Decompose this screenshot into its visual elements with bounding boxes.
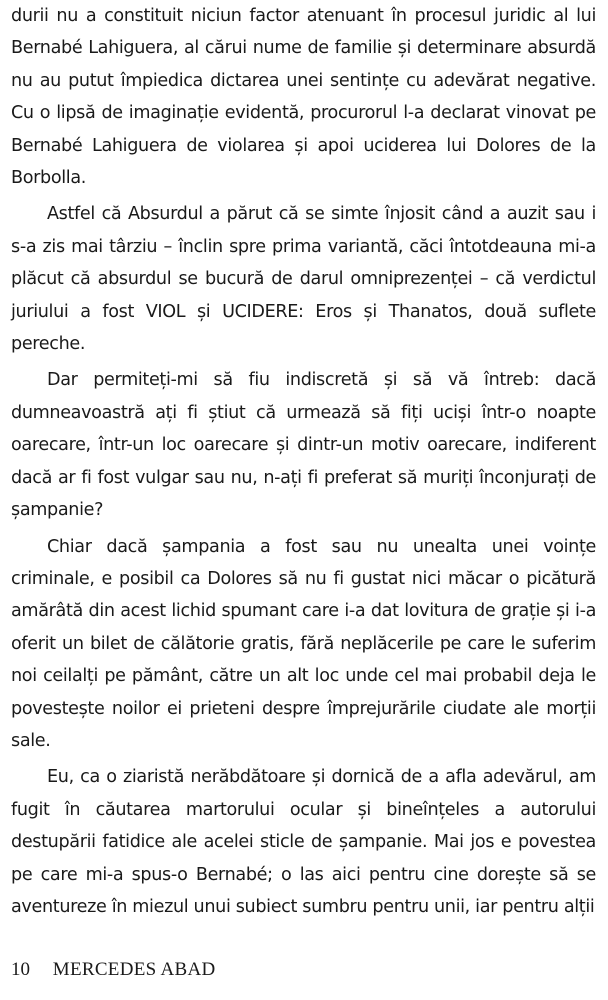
paragraph-3: Dar permiteți-mi să fiu indiscretă și să vă întreb: dacă dumneavoastră ați fi știut că urmează să fiți uciși într-o noapte oarecare, într-un loc oarecare și dintr-un motiv oarecare, indiferent dacă ar fi fost vulgar sau nu, n-ați fi preferat să muriți înconjurați de șampanie?	[11, 370, 596, 521]
running-head-author: MERCEDES ABAD	[52, 959, 216, 980]
page-number: 10	[11, 959, 30, 980]
page-footer	[11, 958, 216, 982]
paragraph-4: Chiar dacă șampania a fost sau nu unealta unei voințe criminale, e posibil ca Dolores să nu fi gustat nici măcar o picătură amărâtă din acest lichid spumant care i-a dat lovitura de grație și i-a oferit un bilet de călătorie gratis, fără neplăcerile pe care le suferim noi ceilalți pe pământ, către un alt loc unde cel mai probabil deja le povestește noilor ei prieteni despre împrejurările ciudate ale morții sale.	[11, 536, 596, 751]
paragraph-5: Eu, ca o ziaristă nerăbdătoare și dornică de a afla adevărul, am fugit în căutarea martorului ocular și bineînțeles a autorului destupării fatidice ale acelei sticle de șampanie. Mai jos e povestea pe care mi-a spus-o Bernabé; o las aici pentru cine dorește să se aventureze în miezul unui subiect sumbru pentru unii, iar pentru alții	[11, 767, 596, 917]
paragraph-1: durii nu a constituit niciun factor atenuant în procesul juridic al lui Bernabé Lahiguera, al cărui nume de familie și determinare absurdă nu au putut împiedica dictarea unei sentințe cu adevărat negative. Cu o lipsă de imaginație evidentă, procurorul l-a declarat vinovat pe Bernabé Lahiguera de violarea și apoi uciderea lui Dolores de la Borbolla.	[11, 6, 596, 189]
body-text	[11, 0, 596, 927]
paragraph-2: Astfel că Absurdul a părut că se simte înjosit când a auzit sau i s-a zis mai târziu – înclin spre prima variantă, căci întotdeauna mi-a plăcut că absurdul se bucură de darul omniprezenței – că verdictul juriului a fost VIOL și UCIDERE: Eros și Thanatos, două suflete pereche.	[11, 204, 596, 355]
